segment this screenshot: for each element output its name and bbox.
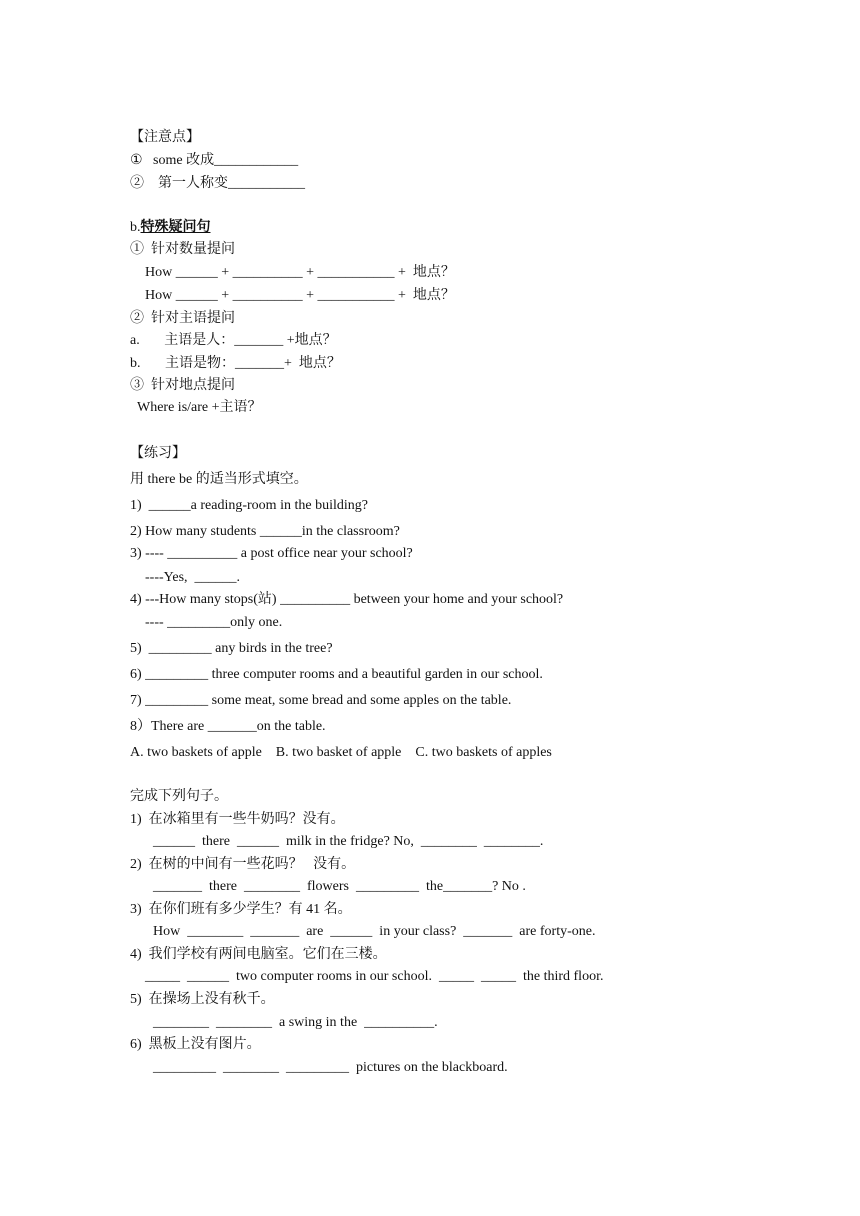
heading-title: 特殊疑问句 [140, 220, 211, 235]
sentence-blank-line: ________ ________ a swing in the __________. [153, 1015, 438, 1030]
sentence-blank-line: ______ there ______ milk in the fridge? No, ________ ________. [153, 834, 544, 849]
sentence-prompt: 3) 在你们班有多少学生？有 41 名。 [130, 902, 352, 917]
exercise-line: 2) How many students ______in the classroom? [130, 524, 400, 539]
exercise-line: 3) ---- __________ a post office near your school? [130, 546, 413, 561]
notes-item: ② 第一人称变___________ [130, 176, 305, 191]
sentence-blank-line: _____ ______ two computer rooms in our school. _____ _____ the third floor. [145, 969, 604, 984]
sentence-prompt: 2) 在树的中间有一些花吗？ 没有。 [130, 857, 356, 872]
formula-line: How ______ + __________ + ___________ + 地点？ [145, 288, 455, 303]
sentence-blank-line: _________ ________ _________ pictures on the blackboard. [153, 1060, 508, 1075]
notes-heading: 【注意点】 [130, 130, 200, 145]
formula-line: a. 主语是人：_______ +地点？ [130, 333, 337, 348]
sentence-prompt: 5) 在操场上没有秋千。 [130, 992, 275, 1007]
sentence-prompt: 6) 黑板上没有图片。 [130, 1037, 261, 1052]
sentence-blank-line: _______ there ________ flowers _________ the_______? No . [153, 879, 526, 894]
complete-heading: 完成下列句子。 [130, 789, 228, 804]
special-question-heading [130, 219, 211, 237]
practice-instruction: 用 there be 的适当形式填空。 [130, 472, 308, 487]
exercise-line: 7) _________ some meat, some bread and some apples on the table. [130, 693, 512, 708]
notes-item: ① some 改成____________ [130, 153, 299, 168]
exercise-line: ----Yes, ______. [145, 570, 241, 585]
section-line: ① 针对数量提问 [130, 242, 235, 257]
section-line: ② 针对主语提问 [130, 311, 235, 326]
heading-prefix: b. [130, 220, 141, 235]
formula-line: Where is/are +主语？ [137, 400, 262, 415]
exercise-line: 5) _________ any birds in the tree? [130, 641, 333, 656]
exercise-line: 4) ---How many stops(站) __________ between your home and your school? [130, 592, 564, 607]
formula-line: b. 主语是物：_______+ 地点？ [130, 356, 341, 371]
sentence-prompt: 1) 在冰箱里有一些牛奶吗？没有。 [130, 812, 345, 827]
exercise-line: ---- _________only one. [145, 615, 283, 630]
section-line: ③ 针对地点提问 [130, 378, 235, 393]
sentence-blank-line: How ________ _______ are ______ in your class? _______ are forty-one. [153, 924, 596, 939]
exercise-line: 6) _________ three computer rooms and a beautiful garden in our school. [130, 667, 543, 682]
formula-line: How ______ + __________ + ___________ + 地点？ [145, 265, 455, 280]
exercise-line: 1) ______a reading-room in the building? [130, 498, 368, 513]
exercise-line: 8）There are _______on the table. [130, 719, 326, 734]
exercise-options: A. two baskets of apple B. two basket of apple C. two baskets of apples [130, 745, 552, 760]
practice-heading: 【练习】 [130, 446, 186, 461]
sentence-prompt: 4) 我们学校有两间电脑室。它们在三楼。 [130, 947, 387, 962]
